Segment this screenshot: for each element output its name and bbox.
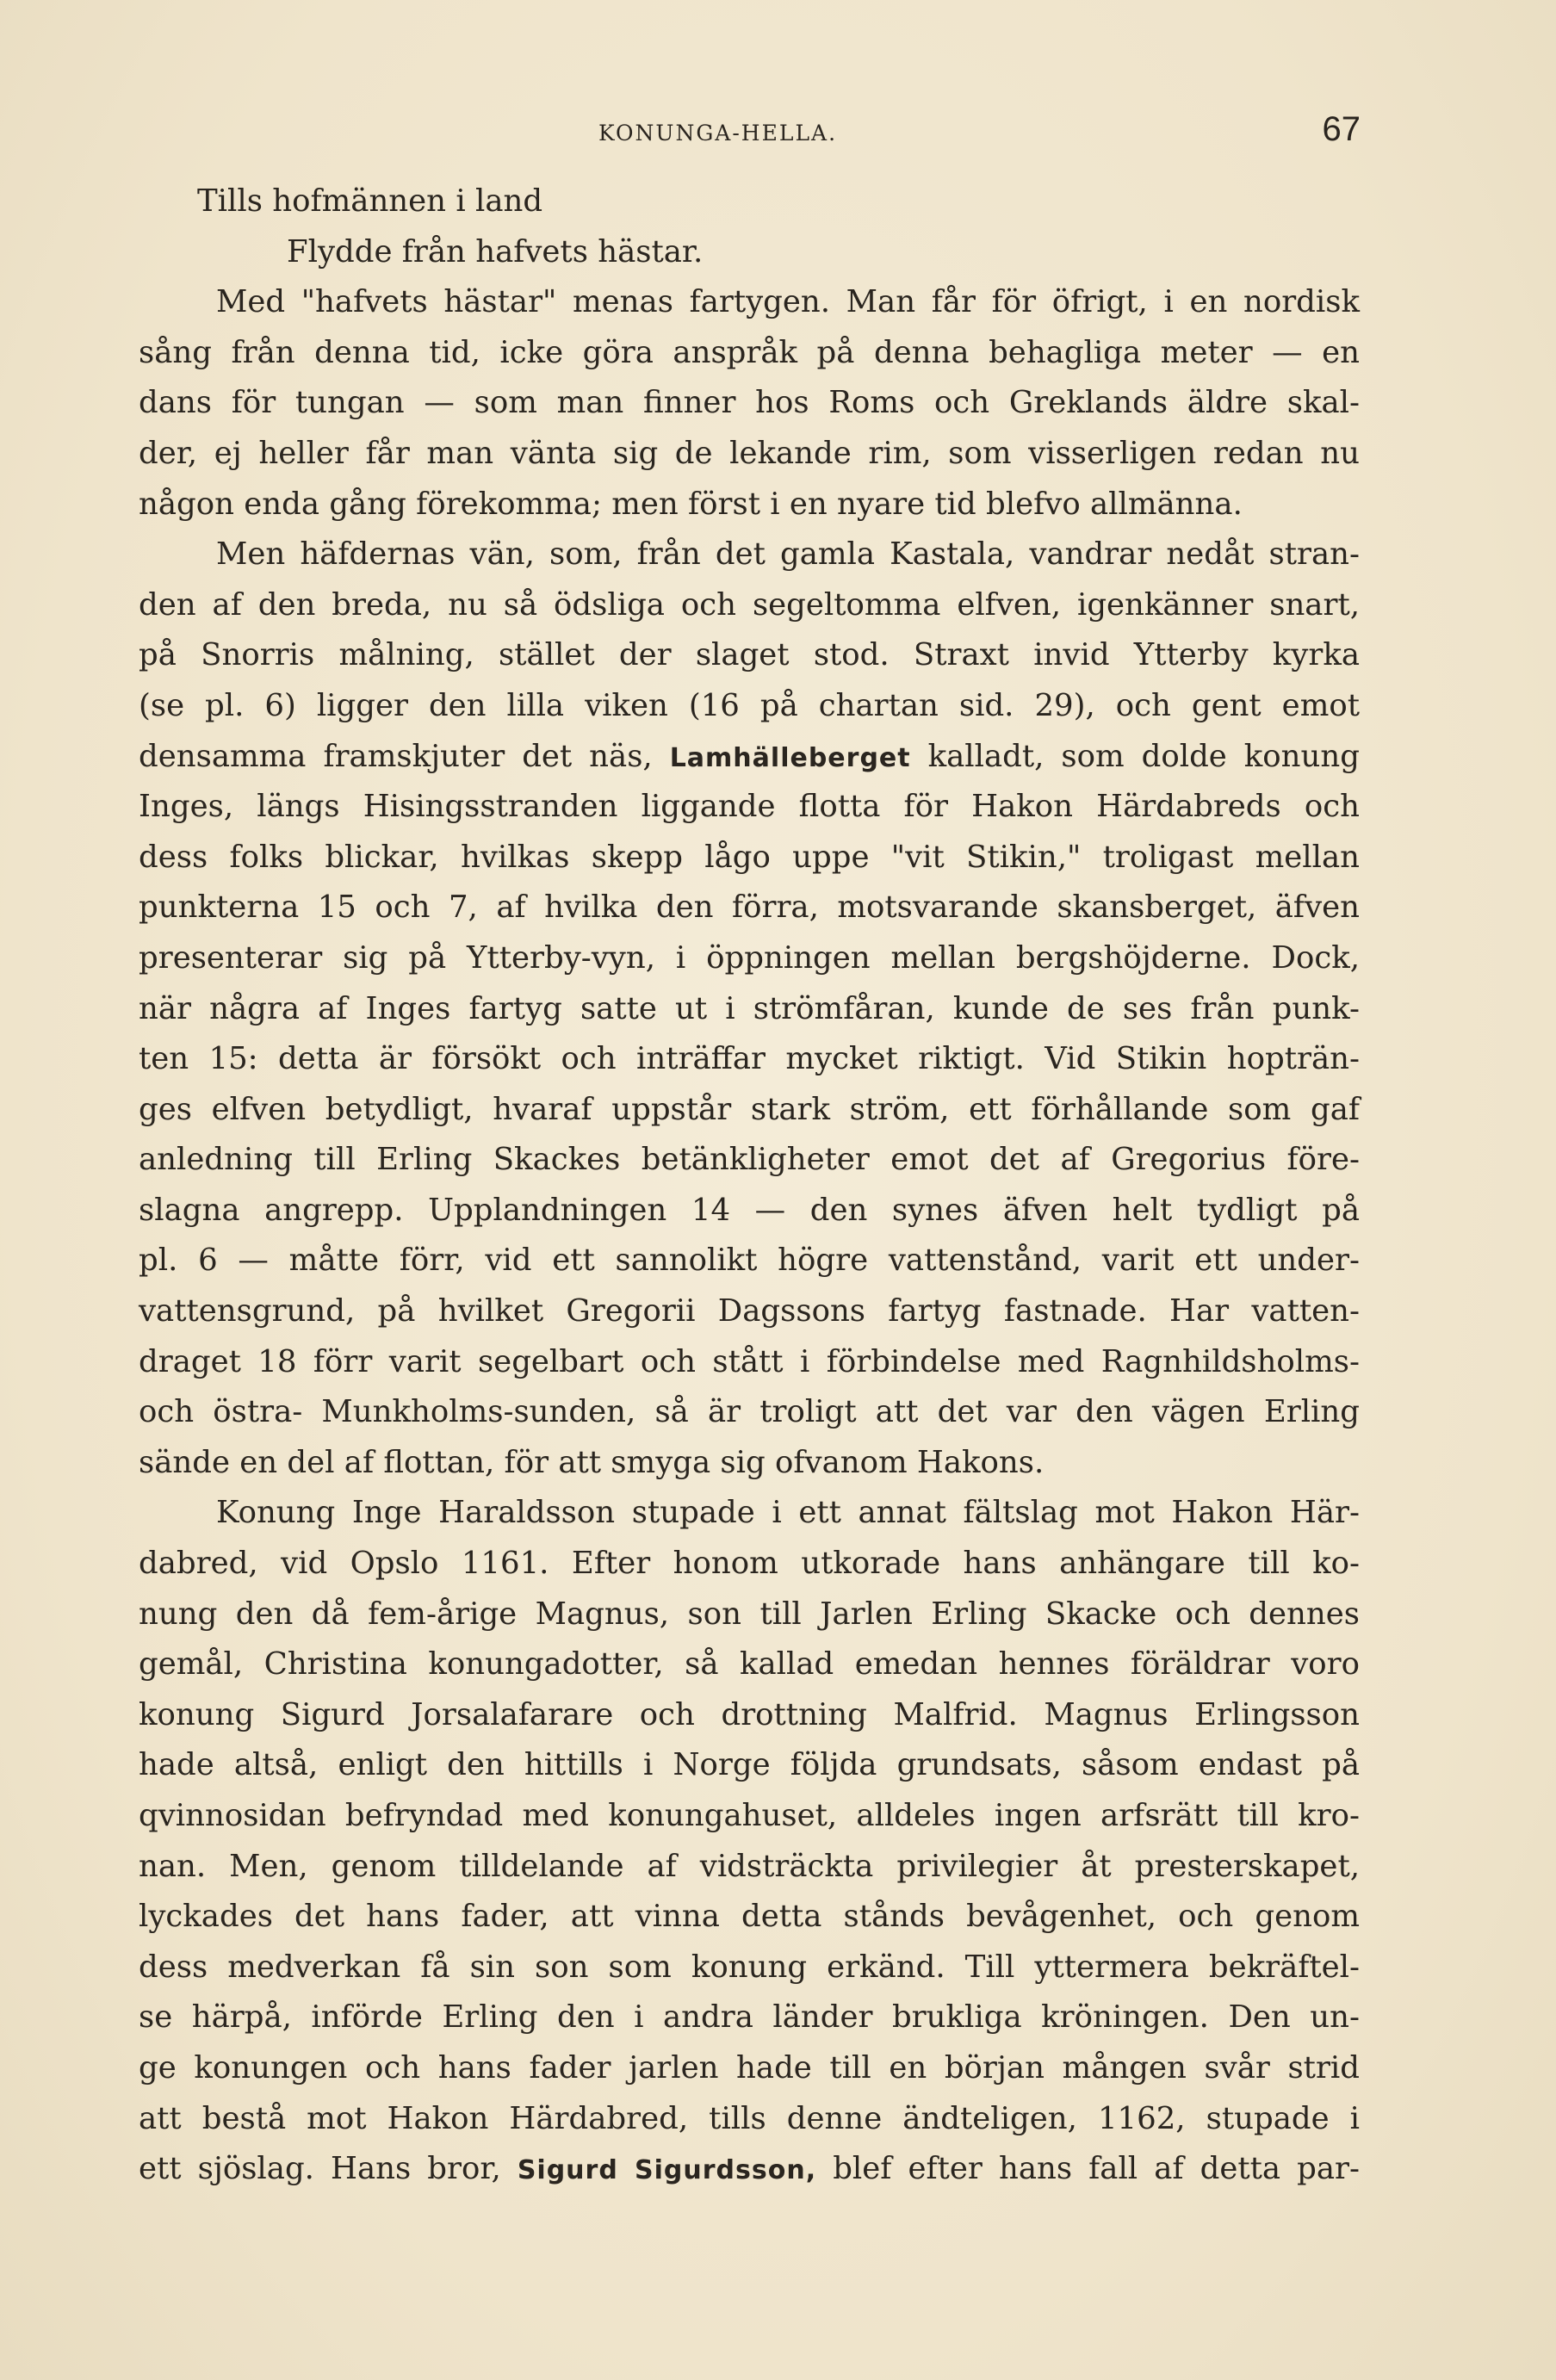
text-line: dess medverkan få sin son som konung erkänd. Till yttermera bekräftel- [139, 1949, 1360, 1985]
text-line: pl. 6 — måtte förr, vid ett sannolikt högre vattenstånd, varit ett under- [139, 1243, 1360, 1279]
paragraph [139, 277, 1360, 530]
text-line: nung den då fem-årige Magnus, son till Jarlen Erling Skacke och dennes [139, 1596, 1360, 1632]
text-line [139, 2144, 1360, 2195]
text-line: den af den breda, nu så ödsliga och segeltomma elfven, igenkänner snart, [139, 586, 1360, 623]
paragraph [139, 530, 1360, 1488]
verse-line: Tills hofmännen i land [197, 183, 543, 219]
text-line: Men häfdernas vän, som, från det gamla Kastala, vandrar nedåt stran- [216, 536, 1360, 573]
text-line: att bestå mot Hakon Härdabred, tills denne ändteligen, 1162, stupade i [139, 2100, 1360, 2136]
text-line: ges elfven betydligt, hvaraf uppstår stark ström, ett förhållande som gaf [139, 1091, 1360, 1127]
text-line: ten 15: detta är försökt och inträffar mycket riktigt. Vid Stikin hopträn- [139, 1041, 1360, 1077]
text-line: dabred, vid Opslo 1161. Efter honom utkorade hans anhängare till ko- [139, 1546, 1360, 1582]
text-line: ge konungen och hans fader jarlen hade till en början mången svår strid [139, 2049, 1360, 2086]
text-segment: densamma framskjuter det näs, [139, 738, 653, 774]
text-segment: kalladt, som dolde konung [927, 738, 1360, 774]
text-line: nan. Men, genom tilldelande af vidsträckta privilegier åt presterskapet, [139, 1848, 1360, 1884]
text-line: draget 18 förr varit segelbart och stått i förbindelse med Ragnhildsholms- [139, 1343, 1360, 1379]
text-line [139, 732, 1360, 783]
paragraph [139, 1488, 1360, 2194]
text-line: konung Sigurd Jorsalafarare och drottning Malfrid. Magnus Erlingsson [139, 1696, 1360, 1732]
text-line: hade altså, enligt den hittills i Norge följda grundsats, såsom endast på [139, 1747, 1360, 1783]
text-line: der, ej heller får man vänta sig de lekande rim, som visserligen redan nu [139, 435, 1360, 471]
text-segment: blef efter hans fall af detta par- [833, 2151, 1360, 2187]
verse-line: Flydde från hafvets hästar. [287, 233, 704, 270]
text-line: någon enda gång förekomma; men först i en nyare tid blefvo allmänna. [139, 486, 1243, 522]
text-line: se härpå, införde Erling den i andra länder brukliga kröningen. Den un- [139, 1999, 1360, 2036]
text-line: presenterar sig på Ytterby-vyn, i öppningen mellan bergshöjderne. Dock, [139, 939, 1360, 976]
text-line: slagna angrepp. Upplandningen 14 — den synes äfven helt tydligt på [139, 1192, 1360, 1228]
page-number: 67 [1322, 110, 1361, 148]
text-segment: ett sjöslag. Hans bror, [139, 2151, 501, 2187]
place-name-emphasis: Lamhälleberget [669, 742, 911, 773]
text-line: qvinnosidan befryndad med konungahuset, alldeles ingen arfsrätt till kro- [139, 1798, 1360, 1833]
text-line: sände en del af flottan, för att smyga sig ofvanom Hakons. [139, 1444, 1045, 1480]
text-line: vattensgrund, på hvilket Gregorii Dagssons fartyg fastnade. Har vatten- [139, 1293, 1360, 1329]
text-line: dess folks blickar, hvilkas skepp lågo uppe "vit Stikin," troligast mellan [139, 839, 1360, 875]
text-line: gemål, Christina konungadotter, så kallad emedan hennes föräldrar voro [139, 1646, 1360, 1683]
text-line: Med "hafvets hästar" menas fartygen. Man får för öfrigt, i en nordisk [216, 284, 1360, 320]
page-body [139, 177, 1360, 2195]
running-head: KONUNGA-HELLA. [598, 121, 838, 146]
page-header [138, 110, 1361, 162]
text-line: på Snorris målning, stället der slaget stod. Straxt invid Ytterby kyrka [139, 637, 1360, 673]
text-line: när några af Inges fartyg satte ut i strömfåran, kunde de ses från punk- [139, 990, 1360, 1026]
text-line: Konung Inge Haraldsson stupade i ett annat fältslag mot Hakon Här- [216, 1495, 1360, 1531]
text-line: och östra- Munkholms-sunden, så är troligt att det var den vägen Erling [139, 1394, 1360, 1430]
text-line: Inges, längs Hisingsstranden liggande flotta för Hakon Härdabreds och [139, 789, 1360, 825]
person-name-emphasis: Sigurd Sigurdsson, [517, 2155, 817, 2186]
text-line: punkterna 15 och 7, af hvilka den förra, motsvarande skansberget, äfven [139, 889, 1360, 926]
text-line: (se pl. 6) ligger den lilla viken (16 på chartan sid. 29), och gent emot [139, 687, 1360, 723]
text-line: dans för tungan — som man finner hos Roms och Greklands äldre skal- [139, 385, 1360, 421]
text-line: sång från denna tid, icke göra anspråk på denna behagliga meter — en [139, 334, 1360, 370]
text-line: anledning till Erling Skackes betänkligheter emot det af Gregorius före- [139, 1142, 1360, 1178]
text-line: lyckades det hans fader, att vinna detta stånds bevågenhet, och genom [139, 1899, 1360, 1935]
